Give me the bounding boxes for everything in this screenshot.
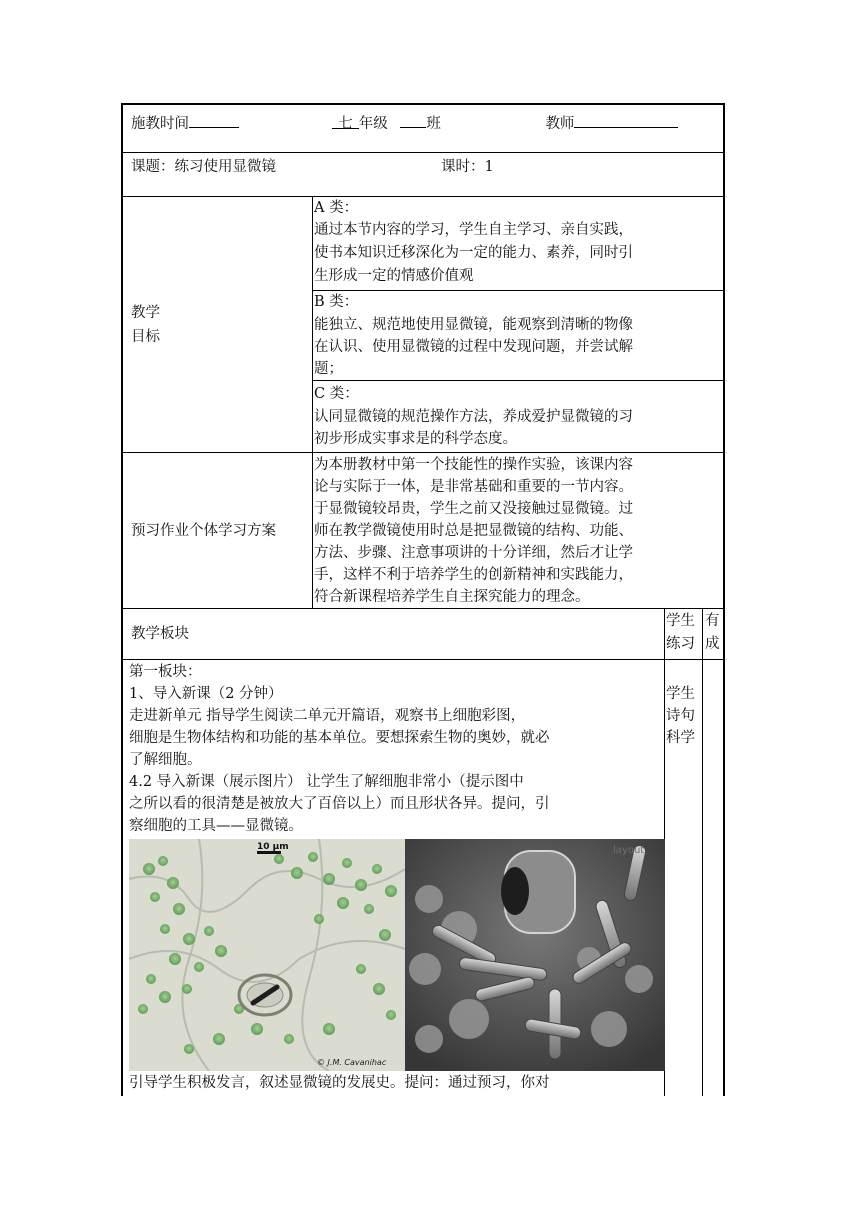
- block-body-line: 4.2 导入新课（展示图片） 让学生了解细胞非常小（提示图中: [129, 774, 524, 790]
- result-header-line1: 有: [705, 613, 720, 629]
- plant-cell-micrograph: [129, 839, 405, 1071]
- preview-cell: [314, 453, 724, 608]
- side-note-line: 学生: [666, 686, 695, 702]
- teacher-label: 教师: [545, 116, 575, 132]
- preview-line: 手，这样不利于培养学生的创新精神和实践能力，: [314, 567, 633, 583]
- class-blank: [400, 111, 426, 128]
- objective-a-cell: [314, 197, 724, 290]
- after-image-text-cell: [129, 1071, 664, 1095]
- block-body-text: [129, 660, 664, 840]
- grade-label: 年级: [358, 116, 388, 132]
- block-body-line: 了解细胞。: [129, 752, 202, 768]
- scale-bar-label: 10 μm: [257, 842, 289, 852]
- objective-a-line: 生形成一定的情感价值观: [314, 268, 474, 284]
- objective-a-line: 通过本节内容的学习，学生自主学习、亲自实践，: [314, 222, 633, 238]
- objective-a-title: A 类：: [314, 200, 359, 216]
- photo-watermark: layout: [613, 845, 645, 856]
- row-divider: [121, 608, 725, 609]
- preview-line: 为本册教材中第一个技能性的操作实验，该课内容: [314, 457, 633, 473]
- block-body-line: 走进新单元 指导学生阅读二单元开篇语，观察书上细胞彩图，: [129, 708, 526, 724]
- block-body-line: 细胞是生物体结构和功能的基本单位。要想探索生物的奥妙，就必: [129, 730, 550, 746]
- objective-c-cell: [314, 381, 724, 452]
- preview-line: 论与实际于一体，是非常基础和重要的一节内容。: [314, 479, 633, 495]
- period-text: 课时：1: [441, 159, 494, 175]
- header-info-row: [131, 111, 678, 136]
- preview-line: 符合新课程培养学生自主探究能力的理念。: [314, 589, 590, 605]
- side-note-line: 诗句: [666, 708, 695, 724]
- objectives-label-line2: 目标: [131, 329, 160, 345]
- preview-line: 师在教学微镜使用时总是把显微镜的结构、功能、: [314, 523, 633, 539]
- objective-b-line: 能独立、规范地使用显微镜，能观察到清晰的物像: [314, 317, 633, 333]
- teacher-blank: [574, 111, 678, 128]
- column-divider: [702, 608, 703, 1096]
- bacteria-sem-micrograph: [405, 839, 665, 1071]
- objective-a-line: 使书本知识迁移深化为一定的能力、素养，同时引: [314, 245, 633, 261]
- practice-header-line2: 练习: [666, 636, 695, 652]
- objective-b-line: 在认识、使用显微镜的过程中发现问题，并尝试解: [314, 339, 633, 355]
- column-divider: [312, 196, 313, 608]
- objective-b-cell: [314, 291, 724, 380]
- block-body-line: 察细胞的工具——显微镜。: [129, 818, 303, 834]
- preview-line: 于显微镜较昂贵，学生之前又没接触过显微镜。过: [314, 501, 633, 517]
- microscope-images: [129, 839, 665, 1071]
- result-header-line2: 成: [705, 636, 720, 652]
- block-body-line: 1、导入新课（2 分钟）: [129, 686, 283, 702]
- block-body-line: 之所以看的很清楚是被放大了百倍以上）而且形状各异。提问，引: [129, 796, 550, 812]
- lesson-plan-page: [121, 103, 729, 1098]
- topic-text: 课题：练习使用显微镜: [131, 159, 276, 175]
- objective-b-title: B 类：: [314, 294, 359, 310]
- objective-b-line: 题；: [314, 361, 343, 377]
- row-divider: [121, 152, 725, 153]
- objective-c-title: C 类：: [314, 386, 359, 402]
- photo-credit: © J.M. Cavanihac: [317, 1058, 387, 1067]
- after-image-line: 引导学生积极发言，叙述显微镜的发展史。提问：通过预习，你对: [129, 1075, 550, 1091]
- objective-c-line: 初步形成实事求是的科学态度。: [314, 431, 517, 447]
- block-body-line: 第一板块：: [129, 664, 202, 680]
- class-label: 班: [426, 116, 441, 132]
- practice-header-line1: 学生: [666, 613, 695, 629]
- block-header-label: 教学板块: [131, 626, 189, 642]
- objectives-label-line1: 教学: [131, 305, 160, 321]
- grade-value: 七: [332, 112, 359, 129]
- cell-micrographs: [129, 839, 665, 1071]
- time-label: 施教时间: [131, 116, 189, 132]
- preview-line: 方法、步骤、注意事项讲的十分详细，然后才让学: [314, 545, 633, 561]
- side-note-line: 科学: [666, 730, 695, 746]
- time-blank: [189, 111, 239, 128]
- preview-label: 预习作业个体学习方案: [131, 523, 276, 539]
- objective-c-line: 认同显微镜的规范操作方法，养成爱护显微镜的习: [314, 409, 633, 425]
